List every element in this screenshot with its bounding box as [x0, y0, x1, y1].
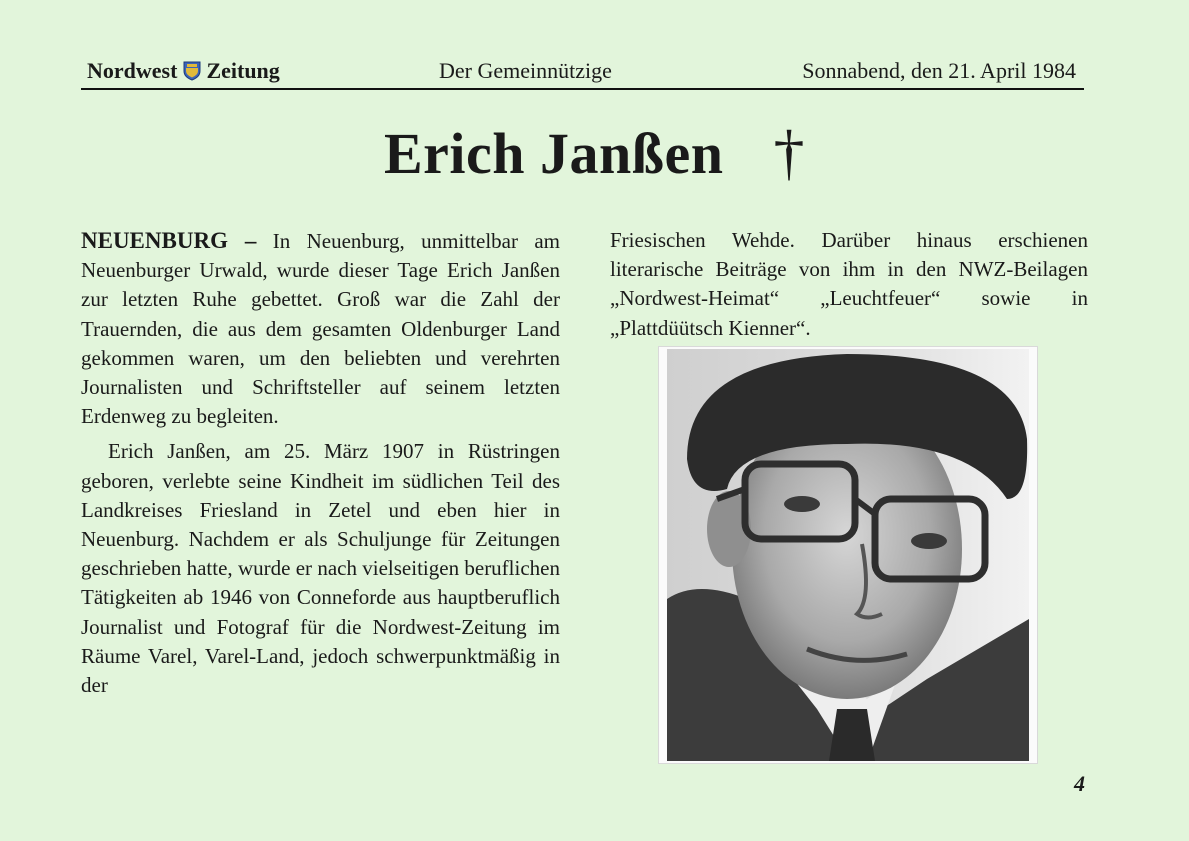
headline-name: Erich Janßen — [383, 121, 724, 186]
page-number: 4 — [1074, 771, 1085, 796]
portrait-icon — [667, 349, 1029, 761]
coat-of-arms-icon — [183, 61, 201, 81]
article-column-left — [81, 226, 560, 700]
article-paragraph-1 — [81, 226, 560, 431]
portrait-photo — [658, 346, 1038, 764]
article-paragraph-3: Friesischen Wehde. Darüber hinaus erschienen literarische Beiträge von ihm in den NWZ-Beilagen „Nordwest-Heimat“ „Leuchtfeuer“ sowie in „Plattdüütsch Kienner“. — [610, 228, 1088, 340]
section-title: Der Gemeinnützige — [439, 58, 612, 83]
article-paragraph-2: Erich Janßen, am 25. März 1907 in Rüstringen geboren, verlebte seine Kindheit im südlichen Teil des Landkreises Friesland in Zetel und eben hier in Neuenburg. Nachdem er als Schuljunge für Zeitungen geschrieben hatte, wurde er nach vielseitigen beruflichen Tätigkeiten ab 1946 von Conneforde aus hauptberuflich Journalist und Fotograf für die Nordwest-Zeitung im Räume Varel, Varel-Land, jedoch schwerpunktmäßig in der — [81, 439, 560, 698]
article-column-right — [610, 226, 1088, 343]
newspaper-name — [87, 58, 280, 84]
issue-date: Sonnabend, den 21. April 1984 — [802, 58, 1076, 83]
headline — [0, 118, 1189, 189]
masthead — [81, 58, 1084, 90]
newspaper-name-part1: Nordwest — [87, 58, 178, 83]
newspaper-name-part2: Zeitung — [206, 58, 280, 83]
dateline: NEUENBURG – — [81, 228, 257, 253]
dagger-symbol: † — [773, 119, 806, 187]
paragraph-1-text: In Neuenburg, unmittelbar am Neuenburger Urwald, wurde dieser Tage Erich Janßen zur letzten Ruhe gebettet. Groß war die Zahl der Trauernden, die aus dem gesamten Oldenburger Land gekommen waren, um den beliebten und verehrten Journalisten und Schriftsteller auf seinem letzten Erdenweg zu begleiten. — [81, 229, 560, 429]
